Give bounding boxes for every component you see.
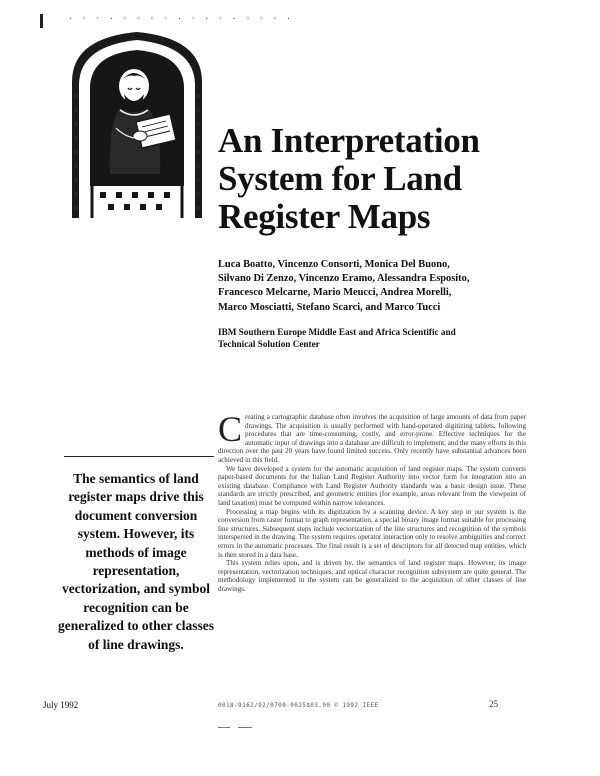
title-line: System for Land (218, 159, 462, 198)
rule-mark (238, 727, 252, 728)
affiliation (218, 326, 518, 350)
paragraph-text: reating a cartographic database often involves the acquisition of large amounts of data from paper drawings. The acquisition is usually performed with hand-operated digitizing tablets, following procedures that are time-consuming, costly, and error-prone. Effective techniques for the automatic input of drawings into a database are difficult to implement, and the many efforts in this direction over the past 20 years have found limited success. Only recently have substantial advances been achieved in this field. (218, 413, 526, 464)
margin-mark (40, 14, 43, 28)
header-ornament: · ◦ ◦ · ◦ ◦ ◦ ◦ · ◦ · ◦ · ◦ ◦ ◦ · (68, 14, 293, 23)
author-line: Francesco Melcarne, Mario Meucci, Andrea Morelli, (218, 287, 452, 299)
pull-quote: The semantics of land register maps drive this document conversion system. However, its methods of image representation, vectorization, and symbol recognition can be generalized to other classes of line drawings. (57, 471, 215, 652)
author-line: Silvano Di Zenzo, Vincenzo Eramo, Alessandra Esposito, (218, 273, 470, 285)
journal-line: 0018-9162/92/0700-0025$03.00 © 1992 IEEE (218, 702, 379, 709)
author-line: Luca Boatto, Vincenzo Consorti, Monica Del Buono, (218, 259, 450, 270)
drop-cap: C (218, 409, 243, 449)
pull-quote-rule (64, 456, 214, 457)
title-line: Register Maps (218, 197, 431, 236)
article-body (218, 409, 526, 593)
rule-mark (218, 727, 230, 728)
title-line: An Interpretation (218, 121, 480, 160)
body-paragraph (218, 409, 526, 465)
affiliation-line: IBM Southern Europe Middle East and Africa Scientific and (218, 327, 456, 337)
monk-scribe-illustration (66, 24, 208, 218)
article-title (218, 122, 578, 236)
author-list (218, 258, 518, 315)
affiliation-line: Technical Solution Center (218, 339, 320, 349)
issue-date: July 1992 (43, 700, 79, 710)
body-paragraph: We have developed a system for the automatic acquisition of land register maps. The system converts paper-based documents for the Italian Land Register Authority into vector form for integration into an existing database. Compliance with Land Register Authority standards was a basic design issue. These standards are strictly prescribed, and geometric entities (for example, areas relevant from the viewpoint of land taxation) must be computed within narrow tolerances. (218, 464, 526, 507)
author-line: Marco Mosciatti, Stefano Scarci, and Marco Tucci (218, 301, 441, 313)
page-number: 25 (489, 699, 498, 709)
body-paragraph: This system relies upon, and is driven by, the semantics of land register maps. However, its image representation, vectorization techniques, and optical character recognition subsystem are quite general. The methodology implemented in the system can be generalized to the acquisition of other classes of line drawings. (218, 559, 526, 593)
body-paragraph: Processing a map begins with its digitization by a scanning device. A key step in our system is the conversion from raster format to graph representation, a special binary image format suitable for processing line structures. Subsequent steps include vectorization of the line structures and recognition of the symbols interspersed in the drawing. The system requires operator interaction only to resolve ambiguities and correct errors in the automatic processes. The final result is a set of descriptors for all detected map entities, which is then stored in a data base. (218, 507, 526, 559)
footer-rule-marks (218, 718, 268, 736)
